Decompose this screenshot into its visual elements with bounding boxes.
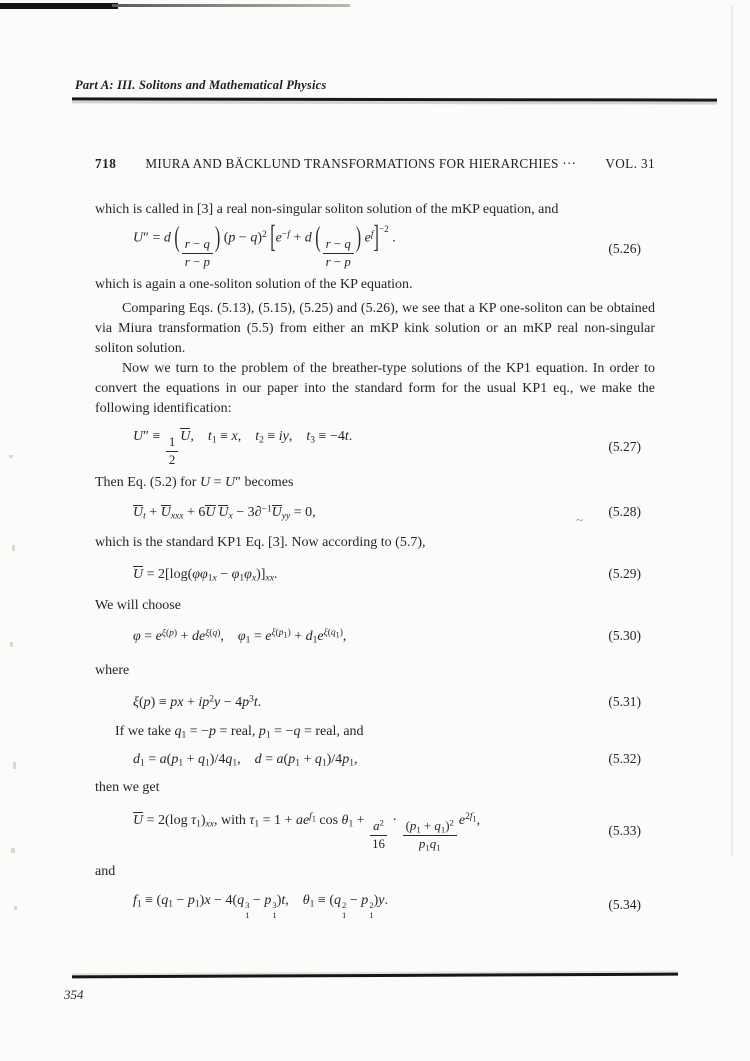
equation-content: U = 2(log $\tau_1)_{xx}$, with $\tau_1 = 1 + ae^{f_1}$ $\cos \theta_1$ + $\frac{a^2}{16}$ · $\frac{(p_1 + q_1)^2}{p_1q_1}$ $e^{2f_1}$,	[133, 811, 481, 853]
paragraph: Now we turn to the problem of the breather-type solutions of the KP1 equation. In order to convert the equations in our paper into the standard form for the usual KP1 eq., we make the following identification:	[95, 360, 655, 416]
scan-artifact-top-left	[0, 3, 118, 9]
body-column	[95, 200, 655, 920]
pencil-tilde-mark: ~	[575, 511, 583, 527]
article-title: MIURA AND BÄCKLUND TRANSFORMATIONS FOR HIERARCHIES ···	[145, 156, 577, 171]
paragraph: Then Eq. (5.2) for U = U″ becomes	[95, 475, 294, 491]
paragraph: Comparing Eqs. (5.13), (5.15), (5.25) and (5.26), we see that a KP one-soliton can be obtained via Miura transformation (5.5) from either an mKP kink solution or an mKP real non-singular soliton solution.	[95, 300, 655, 356]
running-header: Part A: III. Solitons and Mathematical Physics	[75, 78, 327, 92]
paragraph: then we get	[95, 779, 160, 795]
equation-row-5-29	[95, 566, 655, 584]
page-number-bottom: 354	[64, 987, 84, 1002]
paragraph: We will choose	[95, 598, 181, 614]
paragraph: and	[95, 863, 116, 879]
equation-number: (5.29)	[608, 565, 641, 581]
margin-speck	[14, 906, 17, 910]
equation-number: (5.34)	[608, 897, 641, 913]
equation-row-5-27	[95, 428, 655, 467]
equation-row-5-31	[95, 694, 655, 712]
page-edge-line	[731, 6, 733, 856]
equation-row-5-32	[95, 751, 655, 769]
equation-content: $d_1 = a(p_1 + q_1)/4q_1$, $d = a(p_1 + q_1)/4p_1$,	[133, 752, 358, 769]
equation-row-5-30	[95, 628, 655, 646]
equation-row-5-33	[95, 812, 655, 851]
header-rule	[72, 97, 717, 101]
equation-row-5-26	[95, 221, 655, 270]
equation-row-5-28	[95, 504, 655, 527]
margin-speck	[9, 455, 13, 458]
equation-number: (5.33)	[608, 822, 641, 838]
equation-number: (5.30)	[608, 628, 641, 644]
paragraph: which is again a one-soliton solution of the KP equation.	[95, 276, 413, 292]
paragraph: which is the standard KP1 Eq. [3]. Now according to (5.7),	[95, 534, 426, 550]
footer-rule	[72, 973, 678, 979]
equation-number: (5.26)	[608, 240, 641, 256]
page-number-top: 718	[95, 156, 117, 171]
equation-number: (5.27)	[608, 439, 641, 455]
paragraph: If we take $q_1 = -p$ = real, $p_1 = -q$ = real, and	[115, 724, 364, 741]
equation-content: $U = 2[\log(\varphi\varphi_{1x} - \varphi_1\varphi_x)]_{xx}$.	[133, 566, 278, 584]
paragraph: where	[95, 662, 130, 678]
equation-content: $f_1 \equiv (q_1 - p_1)x - 4(q$ 3 1 − p 3 1 )t, $\theta_1 \equiv (q$ 2 1 − p 2 1 )y.	[133, 892, 388, 920]
equation-content: $\varphi = e^{\xi(p)} + de^{\xi(q)}$, $\varphi_1 = e^{\xi(p_1)} + d_1e^{\xi(q_1)}$,	[133, 628, 347, 646]
equation-content: ξ(p) ≡ px + $ip^2y - 4p^3t$.	[133, 693, 262, 710]
margin-speck	[11, 848, 15, 853]
equation-number: (5.31)	[608, 693, 641, 709]
equation-content: U″ = d ( $\frac{r - q}{r - p}$ ) $(p - q)^2$ [$e^{-f} + d$ ( $\frac{r - q}{r - p}$ ) $e^f]^{-2}$ .	[133, 221, 396, 270]
volume-label: VOL. 31	[605, 156, 655, 171]
equation-number: (5.32)	[608, 751, 641, 767]
equation-content: $U_t + U_{xxx} + 6U$ $U_x - 3\partial^{-1}U_{yy} = 0$,	[133, 504, 316, 522]
equation-row-5-34	[95, 892, 655, 920]
equation-number: (5.28)	[608, 504, 641, 520]
paragraph: which is called in [3] a real non-singular soliton solution of the mKP equation, and	[95, 202, 559, 217]
margin-speck	[13, 762, 16, 769]
margin-speck	[12, 545, 15, 551]
margin-speck	[10, 642, 13, 647]
page-head-row	[95, 156, 655, 172]
equation-content: U″ ≡ $\frac{1}{2}$ U, $t_1 \equiv x$, $t_2$ ≡ iy, $t_3 \equiv -4t$.	[133, 428, 353, 468]
scan-artifact-top-fade	[112, 4, 350, 7]
